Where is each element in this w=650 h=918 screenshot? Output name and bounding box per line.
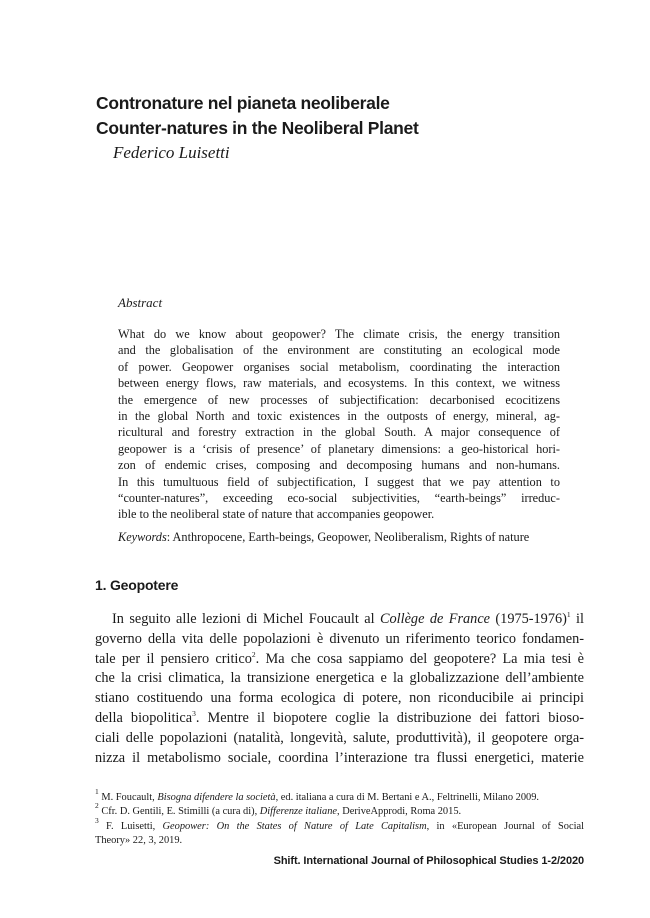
abstract-line: ible to the neoliberal state of nature that accompanies geopower. [118, 507, 435, 522]
footnotes [95, 787, 584, 848]
author-name: Federico Luisetti [113, 143, 230, 162]
body-line: della biopolitica$^3$. Mentre il biopotere coglie la distribuzione dei fattori bioso- [95, 708, 584, 726]
body-line: In seguito alle lezioni di Michel Foucault al Collège de France (1975-1976)$^1$ il [112, 610, 584, 627]
body-line: tale per il pensiero critico$^2$. Ma che cosa sappiamo del geopotere? La mia tesi è [95, 649, 584, 667]
journal-footer: Shift. International Journal of Philosophical Studies 1-2/2020 [273, 855, 584, 867]
footnote-ref[interactable]: 1 [566, 610, 571, 619]
footnote-3: $^3$ F. Luisetti, Geopower: On the States of Nature of Late Capitalism, in «European Journal of Social [95, 815, 584, 832]
footnote-1: $^1$ M. Foucault, Bisogna difendere la società, ed. italiana a cura di M. Bertani e A., Feltrinelli, Milano 2009. [95, 787, 540, 803]
abstract-heading: Abstract [118, 295, 163, 310]
title-italian: Contronature nel pianeta neoliberale [96, 93, 390, 113]
body-line: ciali delle popolazioni (natalità, longevità, salute, produttività), il geopotere orga- [95, 729, 584, 746]
body-line: nizza il metabolismo sociale, coordina l’interazione tra flussi energetici, materie [95, 749, 584, 766]
abstract-line: “counter-natures”, exceeding eco-social subjectivities, “earth-beings” irreduc- [118, 490, 560, 505]
abstract-line: in the global North and toxic existences in the outposts of energy, mineral, ag- [118, 408, 560, 423]
abstract-line: of power. Geopower organises social metabolism, coordinating the interaction [118, 359, 560, 374]
body-line: governo della vita delle popolazioni è divenuto un riferimento teorico fondamen- [95, 630, 584, 647]
abstract-body [118, 326, 560, 523]
keywords-list: : Anthropocene, Earth-beings, Geopower, Neoliberalism, Rights of nature [166, 530, 530, 544]
title-english: Counter-natures in the Neoliberal Planet [96, 118, 419, 138]
abstract-line: What do we know about geopower? The climate crisis, the energy transition [118, 327, 560, 341]
footnote-ref[interactable]: 3 [192, 708, 196, 718]
keywords-label: Keywords [118, 530, 167, 544]
body-paragraph [95, 610, 584, 768]
footnote-2: $^2$ Cfr. D. Gentili, E. Stimilli (a cura di), Differenze italiane, DeriveApprodi, Roma 2015. [95, 801, 462, 818]
footnote-ref[interactable]: 2 [251, 649, 256, 659]
abstract-line: ricultural and forestry extraction in the global South. A major consequence of [118, 425, 560, 440]
abstract-line: zon of endemic crises, composing and decomposing humans and non-humans. [118, 458, 560, 473]
abstract-line: the emergence of new processes of subjectification: decarbonised ecocitizens [118, 392, 560, 407]
keywords [118, 530, 568, 545]
section-heading: 1. Geopotere [95, 577, 179, 593]
abstract-line: geopower is a ‘crisis of presence’ of planetary dimensions: a geo-historical hori- [118, 441, 560, 456]
emphasis: Collège de France [379, 611, 491, 627]
abstract-line: In this tumultuous field of subjectification, I suggest that we pay attention to [118, 474, 560, 489]
abstract-line: and the globalisation of the environment are constituting an ecological mode [118, 343, 560, 358]
footnote-3-continued: Theory» 22, 3, 2019. [95, 834, 183, 846]
body-line: stiano costituendo una forma ecologica di potere, non riconducibile ai principi [95, 690, 584, 707]
body-line: che la crisi climatica, la transizione energetica e la globalizzazione dell’ambiente [95, 670, 584, 687]
abstract-line: between energy flows, raw materials, and ecosystems. In this context, we witness [118, 376, 560, 391]
